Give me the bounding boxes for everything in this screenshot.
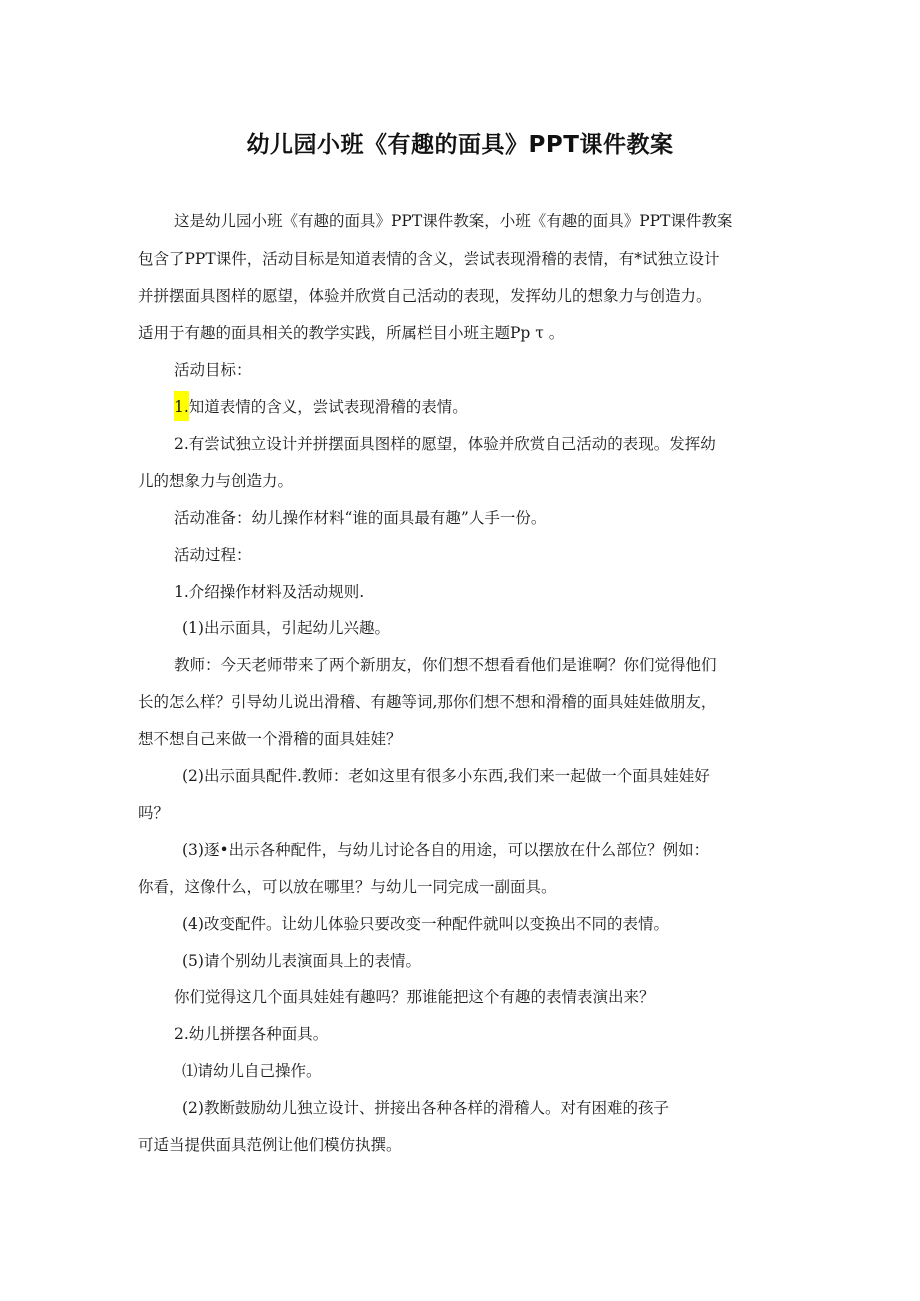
step-1-1: (1)出示面具，引起幼儿兴趣。 [182,619,390,637]
step-2-1: ⑴请幼儿自己操作。 [182,1062,322,1080]
step-1-5: (5)请个别幼儿表演面具上的表情。 [182,952,421,970]
intro-line-3: 并拼摆面具图样的愿望，体验并欣赏自己活动的表现，发挥幼儿的想象力与创造力。 [138,287,712,305]
step-1-4: (4)改变配件。让幼儿体验只要改变一种配件就叫以变换出不同的表情。 [182,915,669,933]
step-1-3-line-2: 你看，这像什么，可以放在哪里？与幼儿一同完成一副面具。 [138,878,557,896]
step-2-2-line-2: 可适当提供面具范例让他们模仿执撰。 [138,1136,402,1154]
step-1-3-line-1: (3)逐•出示各种配件，与幼儿讨论各自的用途，可以摆放在什么部位？例如： [182,841,710,859]
intro-line-2: 包含了PPT课件，活动目标是知道表情的含义，尝试表现滑稽的表情，有*试独立设计 [138,250,720,268]
goal-1-text: 知道表情的含义，尝试表现滑稽的表情。 [188,398,468,416]
step-1-2-line-2: 吗？ [138,804,170,822]
preparation: 活动准备：幼儿操作材料“谁的面具最有趣”人手一份。 [174,509,547,527]
teacher-line-3: 想不想自己来做一个滑稽的面具娃娃？ [138,730,402,748]
step-1-heading: 1.介绍操作材料及活动规则. [174,583,365,601]
question-line: 你们觉得这几个面具娃娃有趣吗？那谁能把这个有趣的表情表演出来？ [174,988,655,1006]
process-heading: 活动过程： [174,546,252,564]
goal-1 [174,397,468,421]
goal-2-line-2: 儿的想象力与创造力。 [138,472,294,490]
goal-2-line-1: 2.有尝试独立设计并拼摆面具图样的愿望，体验并欣赏自己活动的表现。发挥幼 [174,435,716,453]
intro-line-4: 适用于有趣的面具相关的教学实践，所属栏目小班主题Pp τ 。 [138,324,565,342]
teacher-line-1: 教师：今天老师带来了两个新朋友，你们想不想看看他们是谁啊？你们觉得他们 [174,656,717,674]
document-title: 幼儿园小班《有趣的面具》PPT课件教案 [246,132,674,158]
teacher-line-2: 长的怎么样？引导幼儿说出滑稽、有趣等词,那你们想不想和滑稽的面具娃娃做朋友， [138,693,717,711]
step-2-2-line-1: (2)教断鼓励幼儿独立设计、拼接出各种各样的滑稽人。对有困难的孩子 [182,1099,669,1117]
intro-line-1: 这是幼儿园小班《有趣的面具》PPT课件教案，小班《有趣的面具》PPT课件教案 [174,212,733,230]
step-2-heading: 2.幼儿拼摆各种面具。 [174,1025,329,1043]
highlighted-number: 1. [174,391,189,421]
goals-heading: 活动目标： [174,361,252,379]
step-1-2-line-1: (2)出示面具配件.教师：老如这里有很多小东西,我们来一起做一个面具娃娃好 [182,767,710,785]
